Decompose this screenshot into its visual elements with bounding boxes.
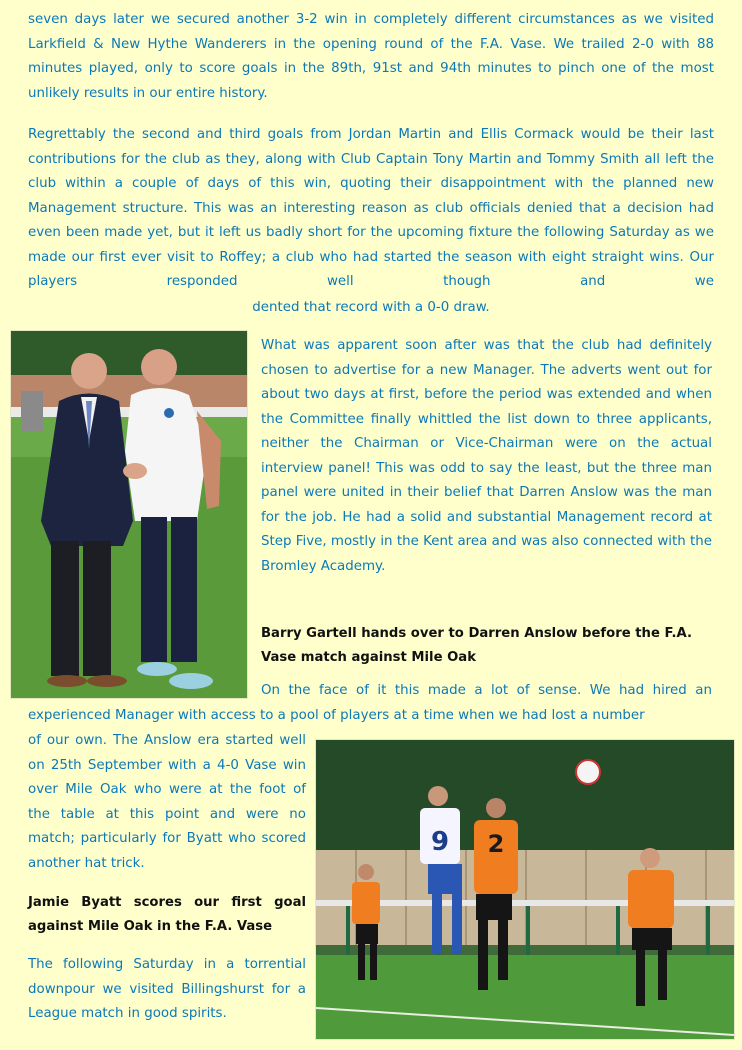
shirt-number-orange: 2 <box>487 830 505 858</box>
paragraph-billingshurst: The following Saturday in a torrential downpour we visited Billingshurst for a League match in good spirits. <box>28 957 306 1021</box>
caption-match-photo: Jamie Byatt scores our first goal against Mile Oak in the F.A. Vase <box>28 895 306 934</box>
shirt-number-white: 9 <box>430 827 450 857</box>
match-action-photo <box>315 739 735 1040</box>
paragraph-face-of-it-mid: experienced Manager with access to a pool of players at a time when we had lost a number <box>28 708 645 723</box>
caption-handshake-photo: Barry Gartell hands over to Darren Anslow before the F.A. Vase match against Mile Oak <box>261 626 693 665</box>
paragraph-face-of-it-start: On the face of it this made a lot of sense. We had hired an <box>261 683 712 698</box>
paragraph-anslow-era: of our own. The Anslow era started well on 25th September with a 4-0 Vase win over Mile Oak who were at the foot of the table at this point and were no match; particularly for Byatt who scored another hat trick. <box>28 733 306 871</box>
paragraph-vase-win: seven days later we secured another 3-2 win in completely different circumstances as we visited Larkfield & New Hythe Wanderers in the opening round of the F.A. Vase. We trailed 2-0 with 88 minutes played, only to score goals in the 89th, 91st and 94th minutes to pinch one of the most unlikely results in our entire history. <box>28 12 714 101</box>
handshake-photo <box>10 330 248 699</box>
paragraph-new-manager: What was apparent soon after was that the club had definitely chosen to advertise for a new Manager. The adverts went out for about two days at first, before the period was extended and when the Committee finally whittled the list down to three applicants, neither the Chairman or Vice-Chairman were on the actual interview panel! This was odd to say the least, but the three man panel were united in their belief that Darren Anslow was the man for the job. He had a solid and substantial Management record at Step Five, mostly in the Kent area and was also connected with the Bromley Academy. <box>261 338 712 574</box>
paragraph-players-leave: Regrettably the second and third goals from Jordan Martin and Ellis Cormack would be their last contributions for the club as they, along with Club Captain Tony Martin and Tommy Smith all left the club within a couple of days of this win, quoting their disappointment with the planned new Management structure. This was an interesting reason as club officials denied that a decision had even been made yet, but it left us badly short for the upcoming fixture the following Saturday as we made our first ever visit to Roffey; a club who had started the season with eight straight wins. Our players responded well though and we <box>28 127 714 289</box>
paragraph-players-leave-end: dented that record with a 0-0 draw. <box>252 300 490 315</box>
